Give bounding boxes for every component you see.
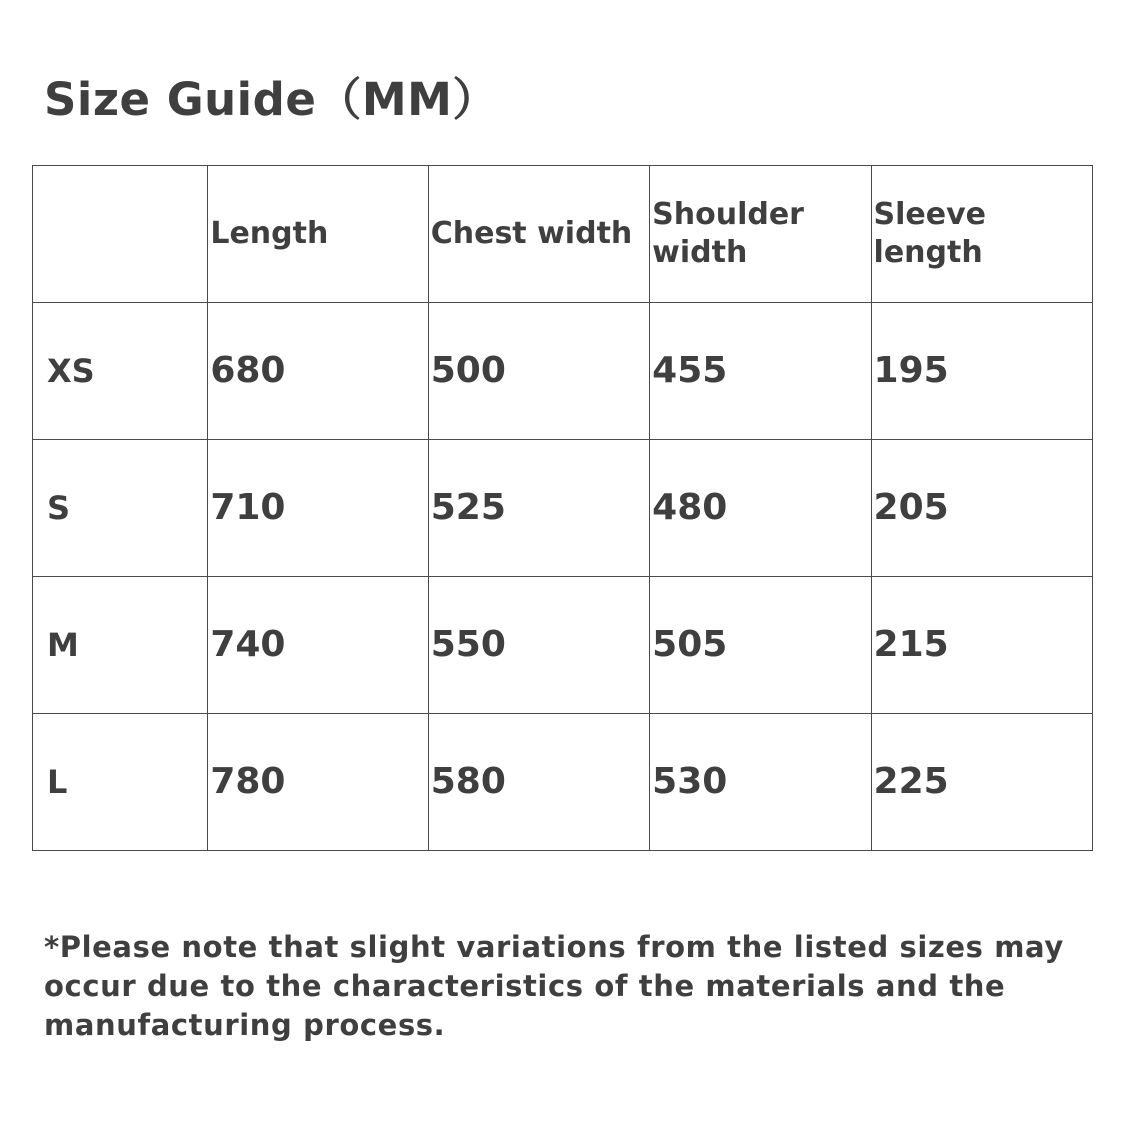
chest-width-value: 580 [428, 714, 649, 851]
shoulder-width-value: 455 [650, 303, 871, 440]
sleeve-length-value: 215 [871, 577, 1092, 714]
table-header-row [33, 166, 1093, 303]
length-value: 710 [208, 440, 428, 577]
page-title: Size Guide（MM） [44, 73, 498, 126]
sleeve-length-value: 225 [871, 714, 1092, 851]
shoulder-width-value: 505 [650, 577, 871, 714]
size-label: XS [33, 303, 208, 440]
header-shoulder-width: Shoulder width [650, 166, 871, 303]
table-row [33, 714, 1093, 851]
size-label: M [33, 577, 208, 714]
size-table [32, 165, 1093, 851]
length-value: 740 [208, 577, 428, 714]
size-label: L [33, 714, 208, 851]
chest-width-value: 550 [428, 577, 649, 714]
length-value: 680 [208, 303, 428, 440]
header-corner-cell [33, 166, 208, 303]
shoulder-width-value: 480 [650, 440, 871, 577]
sleeve-length-value: 205 [871, 440, 1092, 577]
header-chest-width: Chest width [428, 166, 649, 303]
disclaimer-note: *Please note that slight variations from the listed sizes may occur due to the characteristics of the materials and the manufacturing process. [44, 930, 1064, 1042]
header-sleeve-length: Sleeve length [871, 166, 1092, 303]
table-row [33, 577, 1093, 714]
chest-width-value: 525 [428, 440, 649, 577]
length-value: 780 [208, 714, 428, 851]
table-row [33, 440, 1093, 577]
chest-width-value: 500 [428, 303, 649, 440]
size-label: S [33, 440, 208, 577]
sleeve-length-value: 195 [871, 303, 1092, 440]
table-row [33, 303, 1093, 440]
header-length: Length [208, 166, 428, 303]
shoulder-width-value: 530 [650, 714, 871, 851]
